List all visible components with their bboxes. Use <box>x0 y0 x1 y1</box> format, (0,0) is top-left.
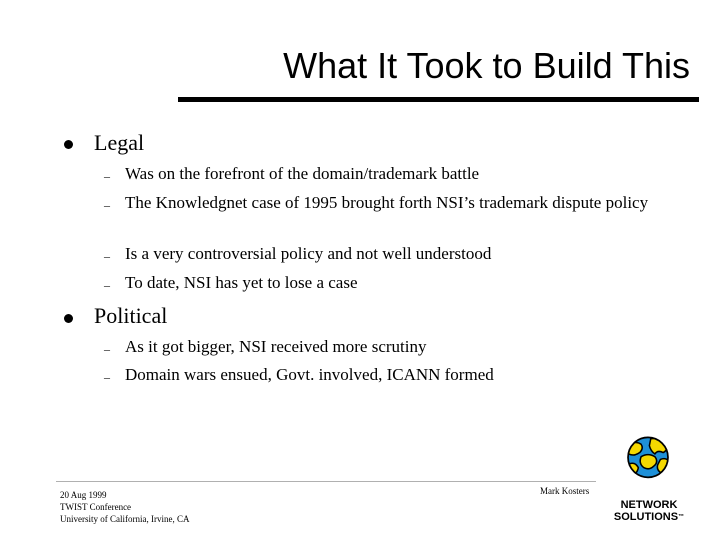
list-item: Is a very controversial policy and not well understood <box>125 244 492 263</box>
footer-conference: TWIST Conference <box>60 502 132 512</box>
list-item: To date, NSI has yet to lose a case <box>125 273 358 292</box>
title-underline <box>178 97 699 102</box>
dash-icon: – <box>104 198 110 212</box>
bullet-icon <box>64 314 73 323</box>
logo-line-network: NETWORK <box>620 499 678 511</box>
section-label-legal: Legal <box>94 130 145 155</box>
footer-author: Mark Kosters <box>540 486 590 496</box>
trademark-symbol: ™ <box>678 514 685 520</box>
dash-icon: – <box>104 278 110 292</box>
dash-icon: – <box>104 342 110 356</box>
logo-solutions-text: SOLUTIONS <box>613 511 679 523</box>
list-item: The Knowledgnet case of 1995 brought forth NSI’s trademark dispute policy <box>125 193 649 212</box>
bullet-icon <box>64 140 73 149</box>
network-solutions-globe-icon <box>608 436 688 498</box>
section-label-political: Political <box>94 303 168 328</box>
dash-icon: – <box>104 370 110 384</box>
dash-icon: – <box>104 249 110 263</box>
slide-title: What It Took to Build This <box>283 45 690 86</box>
dash-icon: – <box>104 169 110 183</box>
list-item: Was on the forefront of the domain/trademark battle <box>125 164 480 183</box>
footer-divider <box>56 481 596 482</box>
list-item: Domain wars ensued, Govt. involved, ICANN formed <box>125 365 494 384</box>
logo-line-solutions <box>606 511 692 523</box>
footer-date: 20 Aug 1999 <box>60 490 107 500</box>
list-item: As it got bigger, NSI received more scrutiny <box>125 337 427 356</box>
footer-venue: University of California, Irvine, CA <box>60 514 190 524</box>
